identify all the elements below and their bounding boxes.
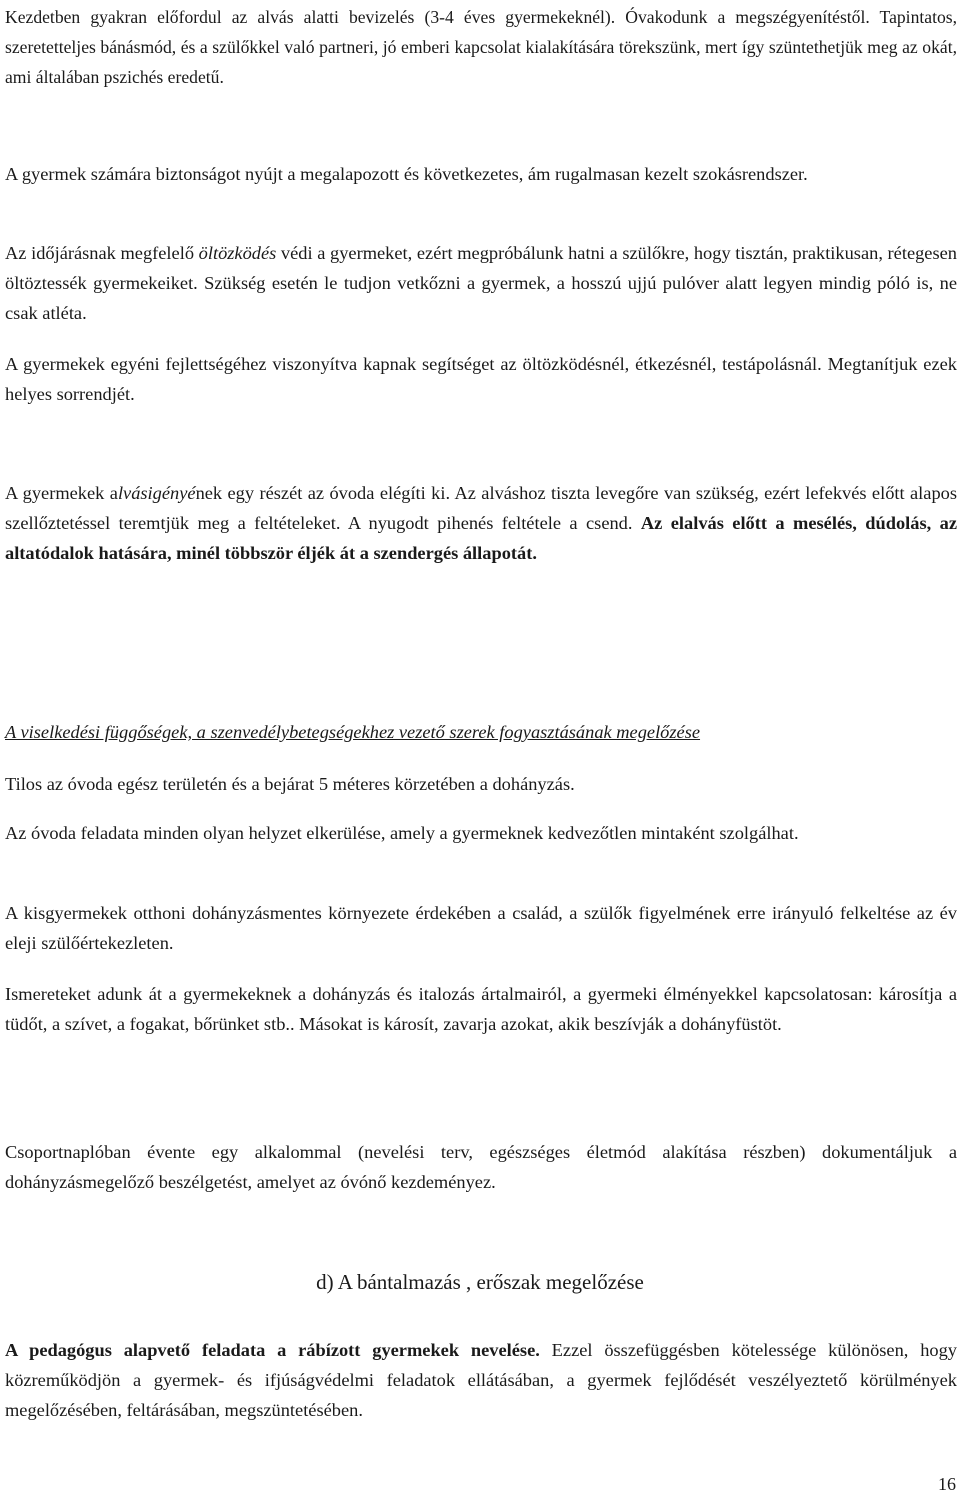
sleep-emphasis: lvásigényé bbox=[117, 483, 196, 503]
abuse-bold-text: A pedagógus alapvető feladata a rábízott gyermekek nevelése. bbox=[5, 1340, 540, 1360]
paragraph-sleep bbox=[5, 478, 957, 568]
sleep-text-mid: nek egy részét az óvoda elégíti ki. Az alváshoz tiszta levegőre van szükség, ezért lefekvés előtt alapos szellőztetéssel teremtjük meg a feltételeket. A nyugodt pihenés feltétele a csend. bbox=[5, 483, 957, 533]
paragraph-bedwetting: Kezdetben gyakran előfordul az alvás alatti bevizelés (3-4 éves gyermekeknél). Óvakodunk a megszégyenítéstől. Tapintatos, szeretetteljes bánásmód, és a szülőkkel való partneri, jó emberi kapcsolat kialakítására törekszünk, mert így szüntethetjük meg az okát, ami általában pszichés eredetű. bbox=[5, 7, 957, 87]
paragraph-abuse-prevention bbox=[5, 1335, 957, 1425]
clothing-text-start: Az időjárásnak megfelelő bbox=[5, 243, 199, 263]
paragraph-smoking-ban: Tilos az óvoda egész területén és a bejárat 5 méteres körzetében a dohányzás. bbox=[5, 774, 575, 794]
sleep-text-start: A gyermekek a bbox=[5, 483, 118, 503]
paragraph-parents-awareness: A kisgyermekek otthoni dohányzásmentes környezete érdekében a család, a szülők figyelmének erre irányuló felkeltése az év eleji szülőértekezleten. bbox=[5, 903, 957, 953]
paragraph-group-diary: Csoportnaplóban évente egy alkalommal (nevelési terv, egészséges életmód alakítása részben) dokumentáljuk a dohányzásmegelőző beszélgetést, amelyet az óvónő kezdeményez. bbox=[5, 1142, 957, 1192]
page-number: 16 bbox=[938, 1474, 956, 1494]
clothing-emphasis: öltözködés bbox=[198, 243, 277, 263]
paragraph-role-model: Az óvoda feladata minden olyan helyzet elkerülése, amely a gyermeknek kedvezőtlen mintaként szolgálhat. bbox=[5, 823, 799, 843]
section-heading-text: A viselkedési függőségek, a szenvedélybetegségekhez vezető szerek fogyasztásának megelőzése bbox=[5, 722, 701, 742]
paragraph-self-care: A gyermekek egyéni fejlettségéhez viszonyítva kapnak segítséget az öltözködésnél, étkezésnél, testápolásnál. Megtanítjuk ezek helyes sorrendjét. bbox=[5, 354, 957, 404]
subsection-title: d) A bántalmazás , erőszak megelőzése bbox=[316, 1270, 644, 1294]
clothing-text-end: védi a gyermeket, ezért megpróbálunk hatni a szülőkre, hogy tisztán, praktikusan, rétegesen öltöztessék gyermekeiket. Szükség esetén le tudjon vetkőzni a gyermek, a hosszú ujjú pulóver alatt legyen mindig póló is, ne csak atléta. bbox=[5, 243, 957, 323]
paragraph-clothing bbox=[5, 238, 957, 328]
abuse-text: Ezzel összefüggésben kötelessége különösen, hogy közreműködjön a gyermek- és ifjúságvédelmi feladatok ellátásában, a gyermek fejlődését veszélyeztető körülmények megelőzésében, feltárásában, megszüntetésében. bbox=[5, 1340, 957, 1420]
section-heading-addiction-prevention bbox=[5, 717, 957, 747]
paragraph-smoking-knowledge: Ismereteket adunk át a gyermekeknek a dohányzás és italozás ártalmairól, a gyermeki élményekkel kapcsolatosan: károsítja a tüdőt, a szívet, a fogakat, bőrünket stb.. Másokat is károsít, zavarja azokat, akik beszívják a dohányfüstöt. bbox=[5, 984, 957, 1034]
sleep-bold-text: Az elalvás előtt a mesélés, dúdolás, az altatódalok hatására, minél többször éljék át a szendergés állapotát. bbox=[5, 513, 957, 563]
paragraph-habits: A gyermek számára biztonságot nyújt a megalapozott és következetes, ám rugalmasan kezelt szokásrendszer. bbox=[5, 164, 808, 184]
